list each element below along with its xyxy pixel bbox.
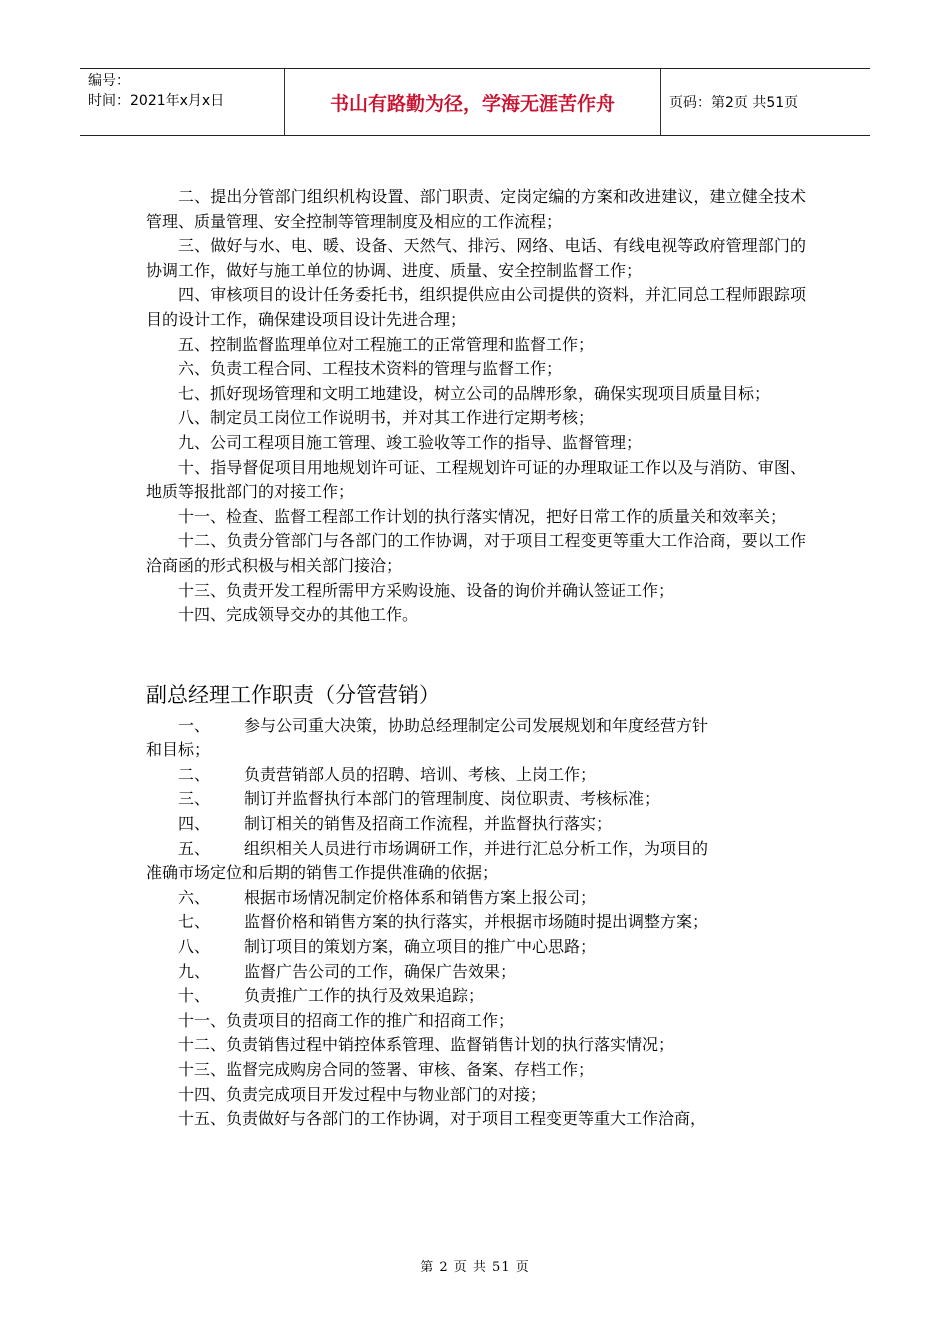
duty-item: 十三、监督完成购房合同的签署、审核、备案、存档工作；	[178, 1060, 595, 1079]
duty-item: 八、制定员工岗位工作说明书，并对其工作进行定期考核；	[178, 408, 595, 428]
duty-item: 七、抓好现场管理和文明工地建设，树立公司的品牌形象，确保实现项目质量目标；	[178, 383, 771, 403]
duty-item: 十四、完成领导交办的其他工作。	[178, 605, 419, 625]
duty-item: 十二、负责销售过程中销控体系管理、监督销售计划的执行落实情况；	[178, 1035, 675, 1055]
numbered-item	[146, 984, 806, 1009]
item-number: 五、	[178, 838, 211, 858]
part1-list	[146, 185, 806, 628]
item-number: 六、	[178, 887, 211, 907]
duty-item: 十、指导督促项目用地规划许可证、工程规划许可证的办理取证工作以及与消防、审图、地质等报批部门的对接工作；	[146, 457, 806, 502]
date-label: 时间：2021年x月x日	[88, 93, 225, 109]
document-body	[146, 185, 806, 1132]
item-text: 监督价格和销售方案的执行落实，并根据市场随时提出调整方案；	[244, 912, 709, 932]
item-number: 四、	[178, 814, 211, 834]
numbered-item	[146, 787, 806, 812]
item-number: 十、	[178, 986, 211, 1006]
numbered-item	[146, 763, 806, 788]
numbered-item	[146, 910, 806, 935]
item-text: 参与公司重大决策，协助总经理制定公司发展规划和年度经营方针	[244, 715, 709, 735]
duty-item: 二、提出分管部门组织机构设置、部门职责、定岗定编的方案和改进建议，建立健全技术管理、质量管理、安全控制等管理制度及相应的工作流程；	[146, 187, 806, 231]
duty-item: 六、负责工程合同、工程技术资料的管理与监督工作；	[178, 359, 563, 379]
duty-item: 十五、负责做好与各部门的工作协调，对于项目工程变更等重大工作洽商，	[178, 1109, 707, 1129]
item-continuation: 准确市场定位和后期的销售工作提供准确的依据；	[146, 863, 499, 883]
duty-item: 十一、检查、监督工程部工作计划的执行落实情况，把好日常工作的质量关和效率关；	[178, 506, 787, 526]
number-label: 编号：	[88, 73, 130, 89]
duty-item: 九、公司工程项目施工管理、竣工验收等工作的指导、监督管理；	[178, 432, 643, 452]
item-number: 二、	[178, 764, 211, 784]
item-text: 根据市场情况制定价格体系和销售方案上报公司；	[244, 887, 597, 907]
header-motto: 书山有路勤为径，学海无涯苦作舟	[285, 69, 661, 135]
item-text: 制订并监督执行本部门的管理制度、岗位职责、考核标准；	[244, 789, 661, 809]
item-number: 一、	[178, 715, 211, 735]
item-text: 监督广告公司的工作，确保广告效果；	[244, 961, 517, 981]
page-header	[80, 68, 870, 136]
numbered-item	[146, 812, 806, 837]
item-number: 九、	[178, 961, 211, 981]
duty-item: 十四、负责完成项目开发过程中与物业部门的对接；	[178, 1084, 547, 1104]
duty-item: 三、做好与水、电、暖、设备、天然气、排污、网络、电话、有线电视等政府管理部门的协调工作，做好与施工单位的协调、进度、质量、安全控制监督工作；	[146, 236, 806, 280]
item-text: 组织相关人员进行市场调研工作，并进行汇总分析工作，为项目的	[244, 838, 709, 858]
numbered-item	[146, 837, 806, 886]
duty-item: 十一、负责项目的招商工作的推广和招商工作；	[178, 1010, 515, 1030]
section2-list	[146, 714, 806, 1132]
header-meta	[80, 69, 285, 135]
item-number: 八、	[178, 937, 211, 957]
item-number: 七、	[178, 912, 211, 932]
numbered-item	[146, 935, 806, 960]
item-text: 制订相关的销售及招商工作流程，并监督执行落实；	[244, 814, 613, 834]
header-page-label: 页码：第2页 共51页	[669, 95, 799, 111]
page-footer: 第 2 页 共 51 页	[420, 1260, 530, 1275]
duty-item: 四、审核项目的设计任务委托书，组织提供应由公司提供的资料，并汇同总工程师跟踪项目的设计工作，确保建设项目设计先进合理；	[146, 285, 806, 329]
section-title: 副总经理工作职责（分管营销）	[146, 682, 440, 707]
item-text: 负责营销部人员的招聘、培训、考核、上岗工作；	[244, 764, 597, 784]
duty-item: 十二、负责分管部门与各部门的工作协调，对于项目工程变更等重大工作洽商，要以工作洽商函的形式积极与相关部门接洽；	[146, 531, 806, 575]
item-text: 制订项目的策划方案，确立项目的推广中心思路；	[244, 937, 597, 957]
numbered-item	[146, 960, 806, 985]
duty-item: 五、控制监督监理单位对工程施工的正常管理和监督工作；	[178, 334, 595, 354]
numbered-item	[146, 886, 806, 911]
numbered-item	[146, 714, 806, 763]
item-number: 三、	[178, 789, 211, 809]
item-text: 负责推广工作的执行及效果追踪；	[244, 986, 485, 1006]
item-continuation: 和目标；	[146, 740, 211, 760]
duty-item: 十三、负责开发工程所需甲方采购设施、设备的询价并确认签证工作；	[178, 580, 675, 600]
